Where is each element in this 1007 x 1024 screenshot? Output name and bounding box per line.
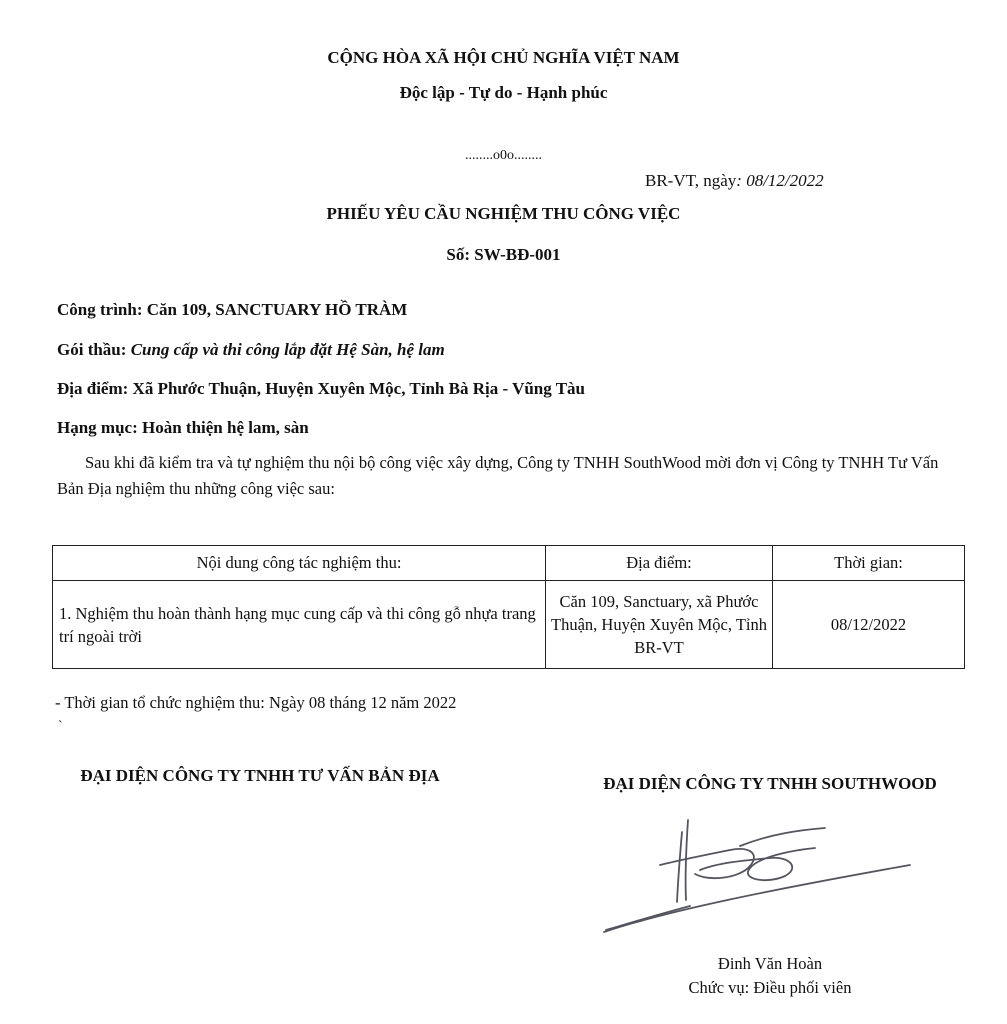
acceptance-table bbox=[52, 545, 965, 669]
date-line bbox=[645, 171, 824, 191]
header-location: Địa điểm: bbox=[546, 546, 773, 581]
package-value: Cung cấp và thi công lắp đặt Hệ Sàn, hệ lam bbox=[130, 340, 445, 359]
location-field: Địa điểm: Xã Phước Thuận, Huyện Xuyên Mộc, Tỉnh Bà Rịa - Vũng Tàu bbox=[57, 379, 585, 398]
signer-role: Chức vụ: Điều phối viên bbox=[688, 978, 852, 997]
handwritten-signature bbox=[600, 810, 930, 945]
signer-name: Đinh Văn Hoàn bbox=[717, 954, 823, 973]
left-signatory-title: ĐẠI DIỆN CÔNG TY TNHH TƯ VẤN BẢN ĐỊA bbox=[80, 766, 440, 785]
date-prefix: BR-VT, ngày bbox=[645, 171, 737, 190]
document-title: PHIẾU YÊU CẦU NGHIỆM THU CÔNG VIỆC bbox=[326, 204, 681, 223]
cell-time: 08/12/2022 bbox=[773, 581, 965, 669]
cell-content: 1. Nghiệm thu hoàn thành hạng mục cung cấp và thi công gỗ nhựa trang trí ngoài trời bbox=[53, 581, 546, 669]
nation-heading: CỘNG HÒA XÃ HỘI CHỦ NGHĨA VIỆT NAM bbox=[327, 48, 680, 67]
item-field: Hạng mục: Hoàn thiện hệ lam, sàn bbox=[57, 418, 309, 437]
cell-location: Căn 109, Sanctuary, xã Phước Thuận, Huyện Xuyên Mộc, Tỉnh BR-VT bbox=[546, 581, 773, 669]
signer-block bbox=[560, 952, 980, 1000]
package-label: Gói thầu: bbox=[57, 340, 131, 359]
project-field: Công trình: Căn 109, SANCTUARY HỒ TRÀM bbox=[57, 300, 408, 319]
header-content: Nội dung công tác nghiệm thu: bbox=[53, 546, 546, 581]
header-time: Thời gian: bbox=[773, 546, 965, 581]
right-signatory-title: ĐẠI DIỆN CÔNG TY TNHH SOUTHWOOD bbox=[603, 774, 937, 793]
stray-mark: ` bbox=[58, 719, 63, 734]
schedule-line: - Thời gian tổ chức nghiệm thu: Ngày 08 tháng 12 năm 2022 bbox=[55, 693, 457, 712]
date-value: : 08/12/2022 bbox=[736, 171, 824, 190]
package-field bbox=[57, 340, 445, 360]
table-header-row bbox=[53, 546, 965, 581]
intro-paragraph: Sau khi đã kiểm tra và tự nghiệm thu nội bộ công việc xây dựng, Công ty TNHH SouthWood mời đơn vị Công ty TNHH Tư Vấn Bản Địa nghiệm thu những công việc sau: bbox=[57, 453, 939, 498]
separator: ........o0o........ bbox=[465, 148, 542, 163]
motto-heading: Độc lập - Tự do - Hạnh phúc bbox=[399, 83, 608, 102]
table-row bbox=[53, 581, 965, 669]
document-number: Số: SW-BĐ-001 bbox=[446, 245, 561, 264]
